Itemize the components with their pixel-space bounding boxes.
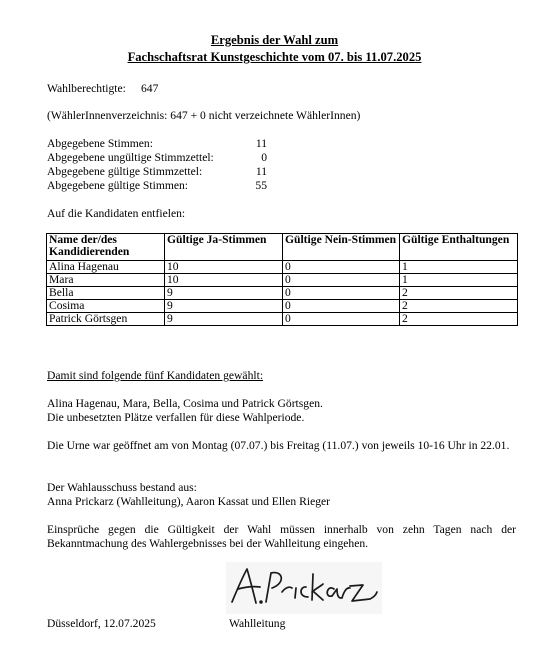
invalid-ballots-value: 0	[261, 151, 267, 164]
no-votes: 0	[283, 300, 400, 313]
votes-cast-value: 11	[255, 137, 267, 150]
yes-votes: 10	[165, 274, 283, 287]
electorate-label: Wahlberechtigte:	[47, 82, 126, 95]
title-line-2: Fachschaftsrat Kunstgeschichte vom 07. bis 11.07.2025	[127, 50, 422, 64]
handwritten-signature	[226, 562, 382, 614]
no-votes: 0	[283, 274, 400, 287]
table-header-row	[47, 234, 518, 261]
signature-role: Wahlleitung	[229, 617, 286, 630]
candidate-name: Patrick Görtsgen	[47, 313, 165, 326]
table-intro: Auf die Kandidaten entfielen:	[47, 207, 186, 220]
candidate-name: Cosima	[47, 300, 165, 313]
yes-votes: 9	[165, 287, 283, 300]
header-abstentions: Gültige Enthaltungen	[400, 234, 518, 261]
results-table	[46, 233, 518, 326]
no-votes: 0	[283, 287, 400, 300]
header-candidate-name: Name der/des Kandidierenden	[47, 234, 165, 261]
urn-opening-note: Die Urne war geöffnet am von Montag (07.07.) bis Freitag (11.07.) von jeweils 10-16 Uhr in 22.01.	[47, 439, 510, 452]
elected-heading: Damit sind folgende fünf Kandidaten gewählt:	[47, 369, 264, 382]
valid-votes-value: 55	[255, 179, 267, 192]
no-votes: 0	[283, 313, 400, 326]
header-yes-votes: Gültige Ja-Stimmen	[165, 234, 283, 261]
unfilled-seats-note: Die unbesetzten Plätze verfallen für diese Wahlperiode.	[47, 411, 305, 424]
committee-heading: Der Wahlausschuss bestand aus:	[47, 481, 197, 494]
objection-note: Einsprüche gegen die Gültigkeit der Wahl müssen innerhalb von zehn Tagen nach der Bekanntmachung des Wahlergebnisses bei der Wahlleitung eingehen.	[47, 523, 516, 550]
abstentions: 2	[400, 300, 518, 313]
yes-votes: 9	[165, 300, 283, 313]
valid-ballots-value: 11	[255, 165, 267, 178]
votes-cast-label: Abgegebene Stimmen:	[47, 137, 153, 150]
table-row	[47, 300, 518, 313]
invalid-ballots-label: Abgegebene ungültige Stimmzettel:	[47, 151, 214, 164]
table-row	[47, 287, 518, 300]
yes-votes: 9	[165, 313, 283, 326]
electorate-value: 647	[141, 82, 159, 95]
header-no-votes: Gültige Nein-Stimmen	[283, 234, 400, 261]
register-note: (WählerInnenverzeichnis: 647 + 0 nicht verzeichnete WählerInnen)	[47, 109, 361, 122]
elected-names: Alina Hagenau, Mara, Bella, Cosima und Patrick Görtsgen.	[47, 397, 323, 410]
abstentions: 1	[400, 274, 518, 287]
valid-votes-label: Abgegebene gültige Stimmen:	[47, 179, 189, 192]
committee-members: Anna Prickarz (Wahlleitung), Aaron Kassat und Ellen Rieger	[47, 495, 331, 508]
place-date: Düsseldorf, 12.07.2025	[47, 617, 156, 630]
no-votes: 0	[283, 261, 400, 274]
abstentions: 1	[400, 261, 518, 274]
abstentions: 2	[400, 313, 518, 326]
candidate-name: Bella	[47, 287, 165, 300]
table-row	[47, 261, 518, 274]
abstentions: 2	[400, 287, 518, 300]
candidate-name: Mara	[47, 274, 165, 287]
table-row	[47, 313, 518, 326]
valid-ballots-label: Abgegebene gültige Stimmzettel:	[47, 165, 203, 178]
yes-votes: 10	[165, 261, 283, 274]
table-row	[47, 274, 518, 287]
candidate-name: Alina Hagenau	[47, 261, 165, 274]
title-line-1: Ergebnis der Wahl zum	[210, 33, 339, 47]
